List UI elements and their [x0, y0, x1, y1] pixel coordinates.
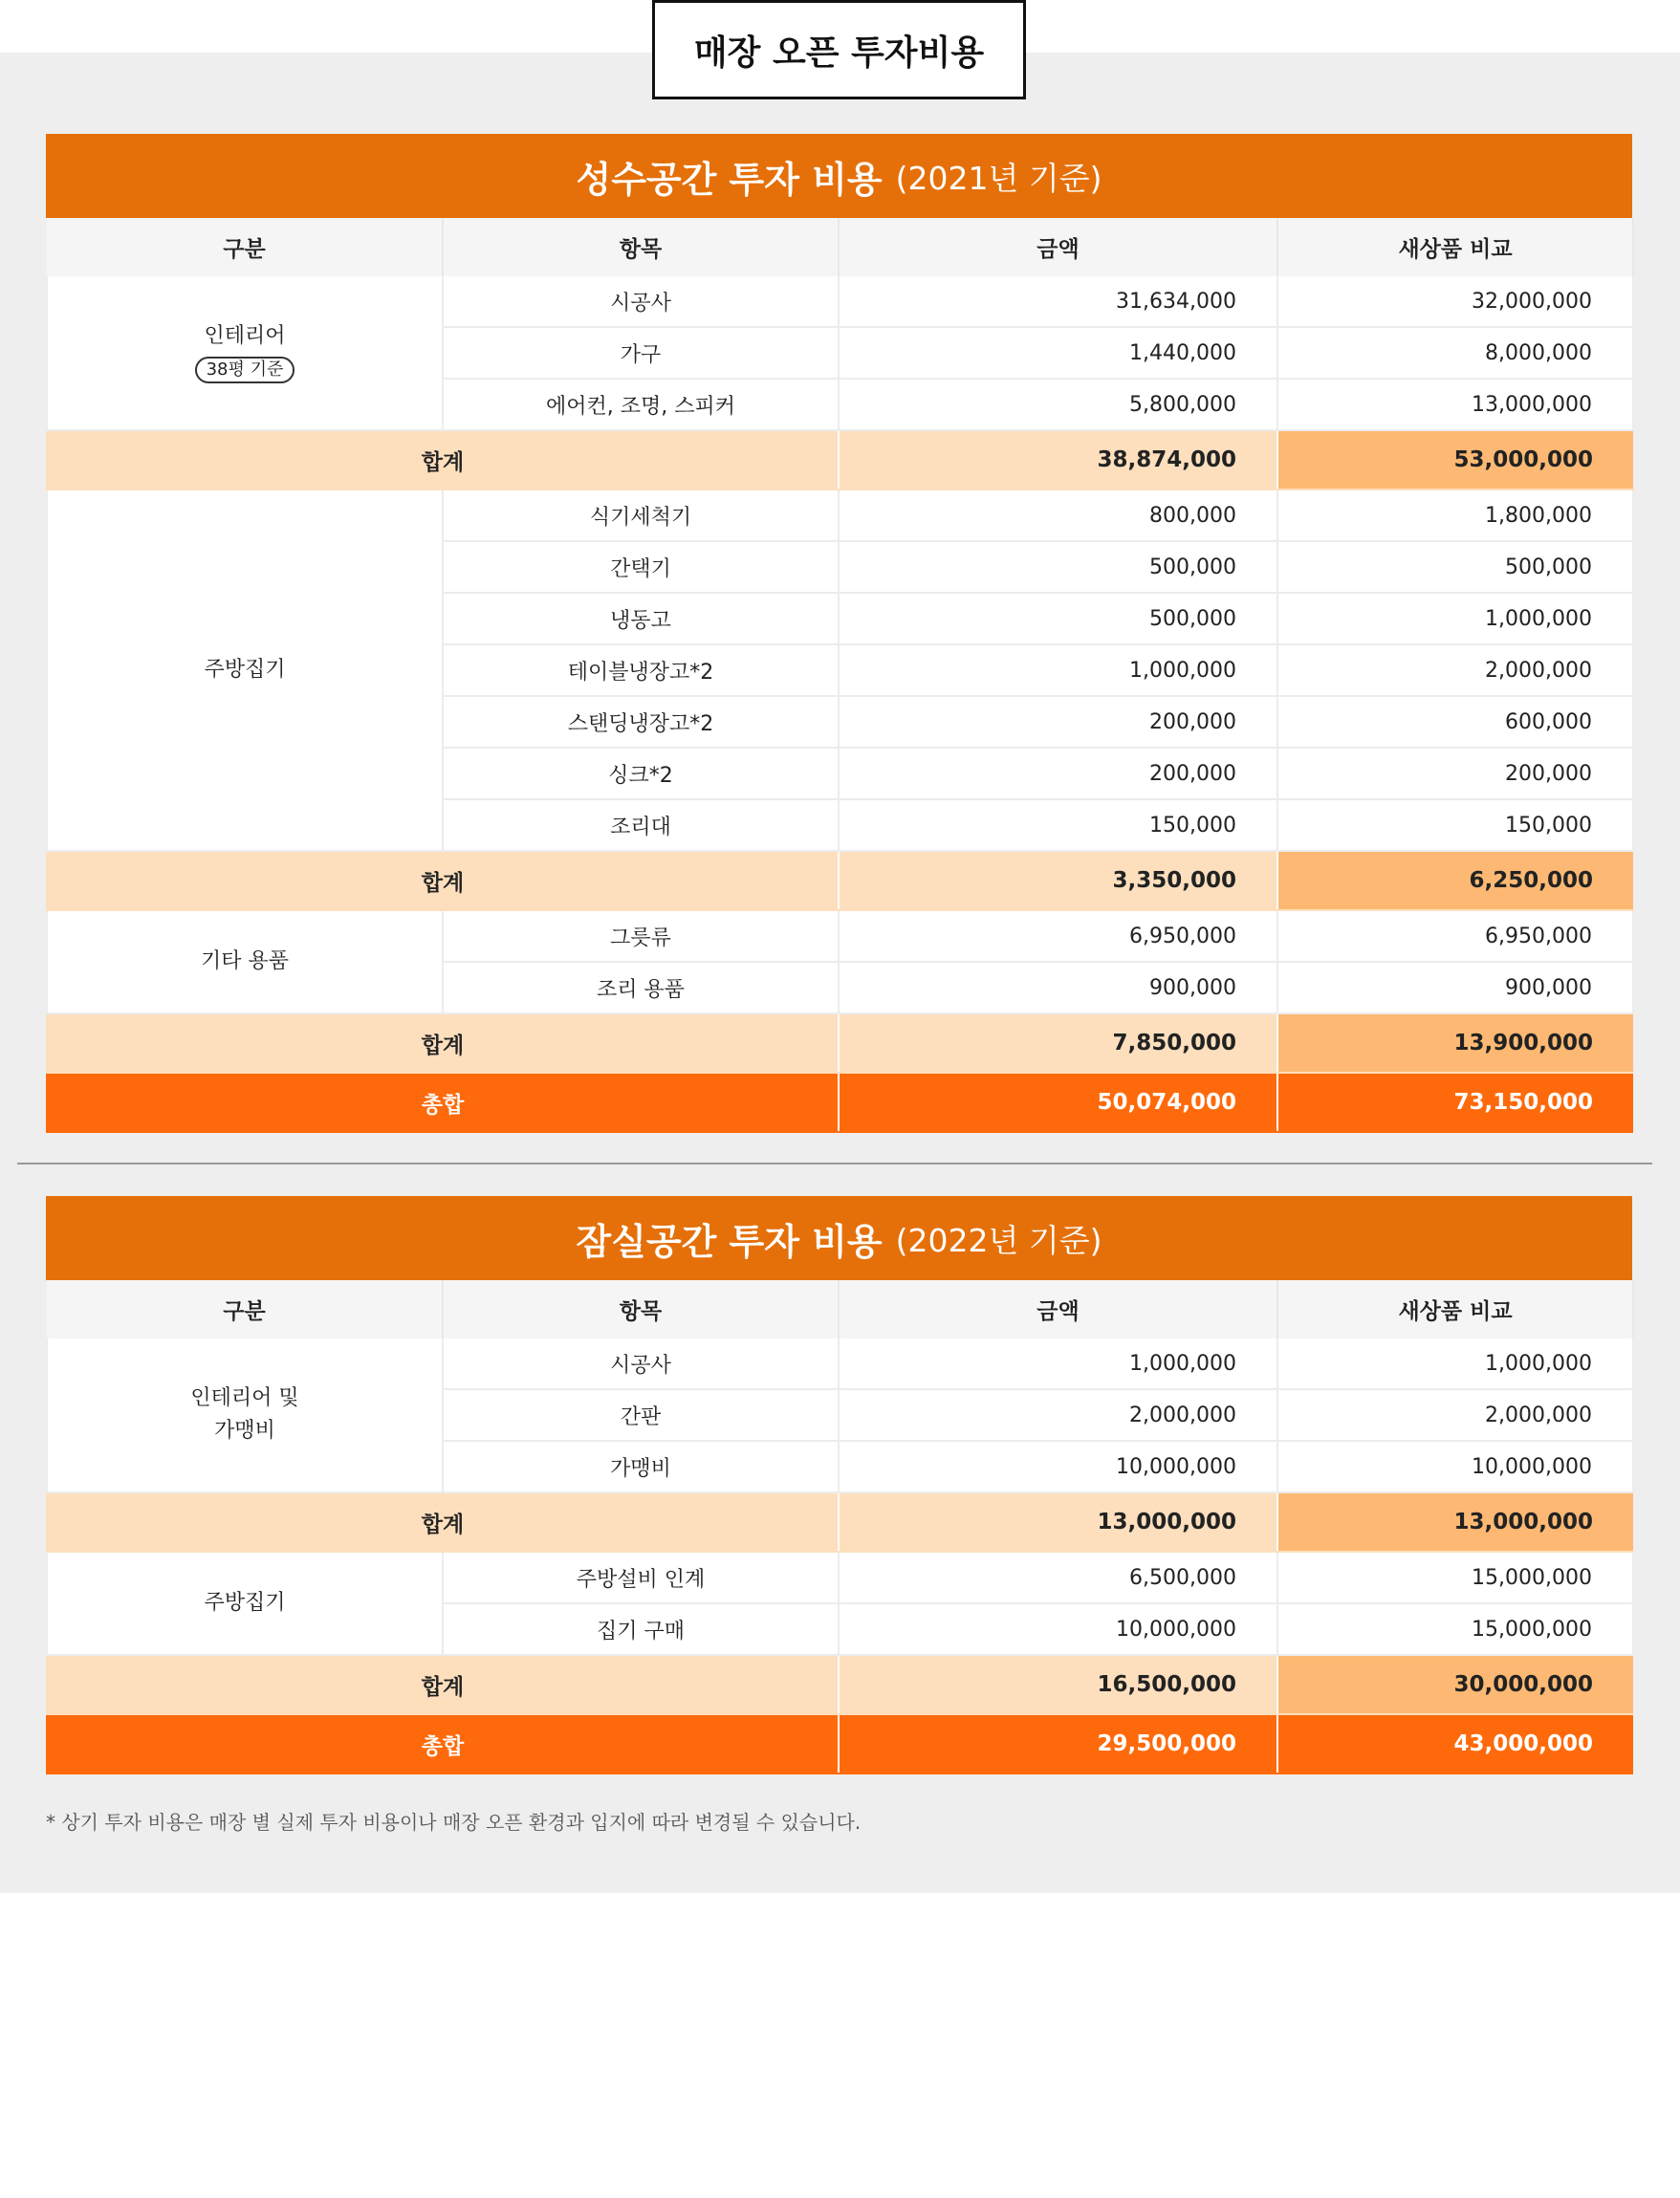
table-row [47, 276, 1633, 327]
category-cell: 주방집기 [47, 1552, 443, 1655]
subtotal-compare: 30,000,000 [1277, 1655, 1633, 1714]
seongsu-investment-section [46, 134, 1632, 1133]
amount-value: 500,000 [839, 541, 1277, 593]
item-name: 가맹비 [443, 1441, 839, 1492]
amount-value: 1,000,000 [839, 644, 1277, 696]
investment-table [46, 1280, 1634, 1774]
compare-value: 1,000,000 [1277, 1338, 1633, 1389]
disclaimer-footnote: * 상기 투자 비용은 매장 별 실제 투자 비용이나 매장 오픈 환경과 입지에 따라 변경될 수 있습니다. [46, 1811, 862, 1834]
compare-value: 32,000,000 [1277, 276, 1633, 327]
compare-value: 6,950,000 [1277, 910, 1633, 962]
header-item: 항목 [443, 218, 839, 276]
compare-value: 15,000,000 [1277, 1603, 1633, 1655]
subtotal-row [47, 1492, 1633, 1552]
category-label-line1: 인테리어 및 [190, 1386, 299, 1410]
amount-value: 800,000 [839, 490, 1277, 541]
subtotal-label: 합계 [47, 1655, 839, 1714]
subtotal-row [47, 430, 1633, 490]
amount-value: 200,000 [839, 696, 1277, 748]
subtotal-amount: 13,000,000 [839, 1492, 1277, 1552]
category-cell: 기타 용품 [47, 910, 443, 1013]
grand-total-row [47, 1073, 1633, 1132]
total-amount: 29,500,000 [839, 1714, 1277, 1774]
compare-value: 1,000,000 [1277, 593, 1633, 644]
item-name: 테이블냉장고*2 [443, 644, 839, 696]
item-name: 식기세척기 [443, 490, 839, 541]
total-compare: 43,000,000 [1277, 1714, 1633, 1774]
amount-value: 5,800,000 [839, 379, 1277, 430]
investment-table [46, 218, 1634, 1133]
header-compare: 새상품 비교 [1277, 218, 1633, 276]
header-amount: 금액 [839, 1280, 1277, 1338]
compare-value: 600,000 [1277, 696, 1633, 748]
grand-total-row [47, 1714, 1633, 1774]
amount-value: 150,000 [839, 799, 1277, 851]
subtotal-compare: 13,000,000 [1277, 1492, 1633, 1552]
item-name: 냉동고 [443, 593, 839, 644]
section-year: (2022년 기준) [895, 1221, 1102, 1259]
item-name: 스탠딩냉장고*2 [443, 696, 839, 748]
total-label: 총합 [47, 1714, 839, 1774]
item-name: 간판 [443, 1389, 839, 1441]
header-amount: 금액 [839, 218, 1277, 276]
category-cell [47, 276, 443, 430]
item-name: 간택기 [443, 541, 839, 593]
subtotal-label: 합계 [47, 430, 839, 490]
section-divider [17, 1163, 1652, 1164]
category-cell: 주방집기 [47, 490, 443, 851]
table-row [47, 1338, 1633, 1389]
subtotal-row [47, 851, 1633, 910]
section-title: 성수공간 투자 비용 [576, 158, 883, 201]
section-header [46, 134, 1632, 218]
table-row [47, 490, 1633, 541]
item-name: 주방설비 인계 [443, 1552, 839, 1603]
table-header-row [47, 218, 1633, 276]
amount-value: 6,500,000 [839, 1552, 1277, 1603]
compare-value: 2,000,000 [1277, 1389, 1633, 1441]
subtotal-row [47, 1655, 1633, 1714]
amount-value: 200,000 [839, 748, 1277, 799]
jamsil-investment-section [46, 1196, 1632, 1774]
table-row [47, 910, 1633, 962]
amount-value: 10,000,000 [839, 1603, 1277, 1655]
area-badge: 38평 기준 [195, 357, 295, 383]
subtotal-label: 합계 [47, 1492, 839, 1552]
subtotal-label: 합계 [47, 1013, 839, 1073]
table-row [47, 1552, 1633, 1603]
category-label: 인테리어 [204, 324, 286, 348]
header-category: 구분 [47, 1280, 443, 1338]
item-name: 싱크*2 [443, 748, 839, 799]
item-name: 시공사 [443, 1338, 839, 1389]
compare-value: 10,000,000 [1277, 1441, 1633, 1492]
amount-value: 10,000,000 [839, 1441, 1277, 1492]
item-name: 조리 용품 [443, 962, 839, 1013]
compare-value: 15,000,000 [1277, 1552, 1633, 1603]
header-category: 구분 [47, 218, 443, 276]
amount-value: 500,000 [839, 593, 1277, 644]
compare-value: 200,000 [1277, 748, 1633, 799]
item-name: 에어컨, 조명, 스피커 [443, 379, 839, 430]
category-label-line2: 가맹비 [214, 1419, 275, 1443]
amount-value: 2,000,000 [839, 1389, 1277, 1441]
compare-value: 8,000,000 [1277, 327, 1633, 379]
total-compare: 73,150,000 [1277, 1073, 1633, 1132]
amount-value: 900,000 [839, 962, 1277, 1013]
subtotal-compare: 13,900,000 [1277, 1013, 1633, 1073]
item-name: 시공사 [443, 276, 839, 327]
amount-value: 31,634,000 [839, 276, 1277, 327]
category-cell [47, 1338, 443, 1492]
section-title: 잠실공간 투자 비용 [576, 1220, 883, 1263]
subtotal-amount: 16,500,000 [839, 1655, 1277, 1714]
compare-value: 2,000,000 [1277, 644, 1633, 696]
subtotal-amount: 7,850,000 [839, 1013, 1277, 1073]
subtotal-row [47, 1013, 1633, 1073]
subtotal-amount: 3,350,000 [839, 851, 1277, 910]
total-label: 총합 [47, 1073, 839, 1132]
item-name: 그릇류 [443, 910, 839, 962]
total-amount: 50,074,000 [839, 1073, 1277, 1132]
item-name: 집기 구매 [443, 1603, 839, 1655]
table-header-row [47, 1280, 1633, 1338]
section-header [46, 1196, 1632, 1280]
item-name: 조리대 [443, 799, 839, 851]
compare-value: 900,000 [1277, 962, 1633, 1013]
compare-value: 1,800,000 [1277, 490, 1633, 541]
amount-value: 1,440,000 [839, 327, 1277, 379]
compare-value: 150,000 [1277, 799, 1633, 851]
subtotal-label: 합계 [47, 851, 839, 910]
subtotal-compare: 53,000,000 [1277, 430, 1633, 490]
amount-value: 6,950,000 [839, 910, 1277, 962]
compare-value: 500,000 [1277, 541, 1633, 593]
page-title: 매장 오픈 투자비용 [652, 0, 1026, 99]
header-item: 항목 [443, 1280, 839, 1338]
header-compare: 새상품 비교 [1277, 1280, 1633, 1338]
subtotal-compare: 6,250,000 [1277, 851, 1633, 910]
subtotal-amount: 38,874,000 [839, 430, 1277, 490]
item-name: 가구 [443, 327, 839, 379]
section-year: (2021년 기준) [895, 159, 1102, 197]
amount-value: 1,000,000 [839, 1338, 1277, 1389]
compare-value: 13,000,000 [1277, 379, 1633, 430]
